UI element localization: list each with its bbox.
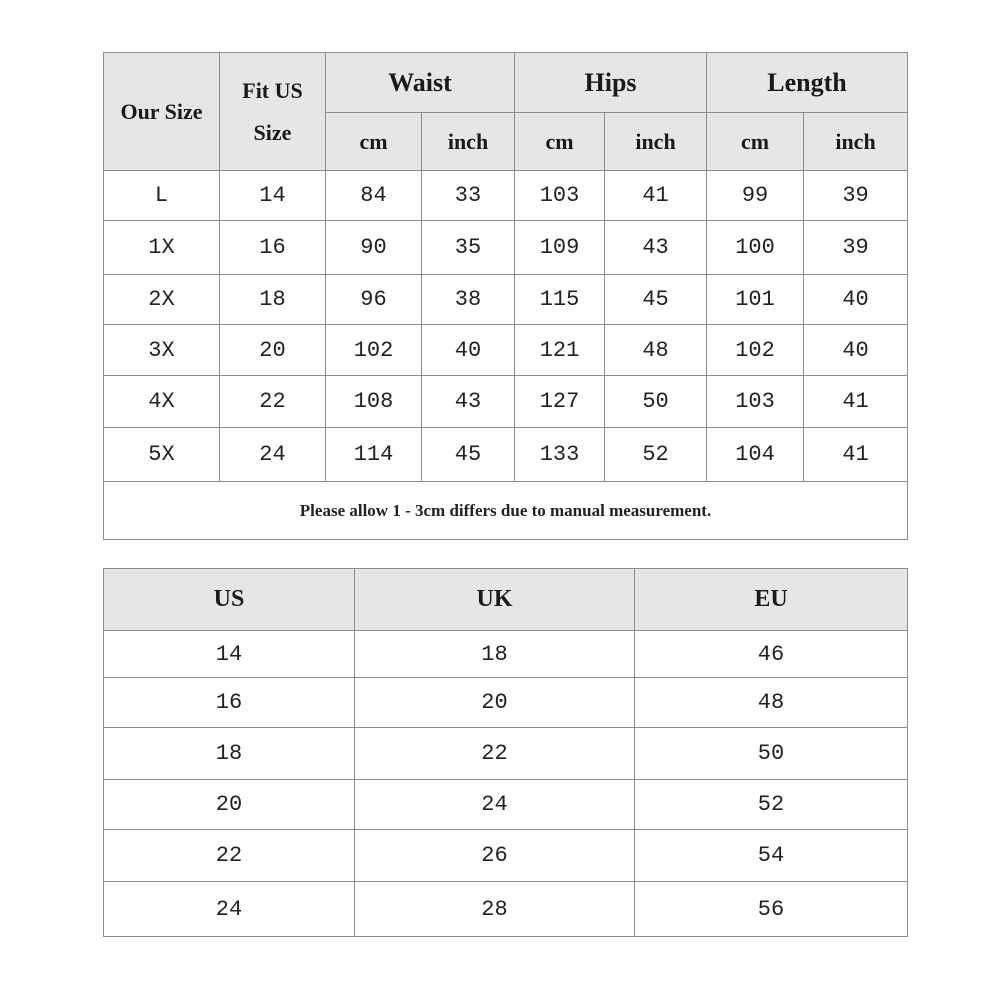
table-cell: 109	[515, 221, 605, 275]
table-cell: 50	[635, 728, 908, 780]
measurement-note: Please allow 1 - 3cm differs due to manual measurement.	[104, 482, 908, 540]
table-row	[104, 171, 908, 221]
table-cell: 52	[635, 780, 908, 830]
unit-header: cm	[326, 113, 422, 171]
conversion-table-body	[104, 631, 908, 937]
table-row	[104, 631, 908, 678]
table-cell: 121	[515, 325, 605, 376]
table-cell: 101	[707, 275, 804, 325]
table-cell: 33	[422, 171, 515, 221]
unit-header: inch	[422, 113, 515, 171]
table-row	[104, 678, 908, 728]
table-cell: 39	[804, 221, 908, 275]
table-cell: 14	[104, 631, 355, 678]
table-cell: 35	[422, 221, 515, 275]
table-cell: 50	[605, 376, 707, 428]
table-row	[104, 830, 908, 882]
table-cell: 16	[104, 678, 355, 728]
header-fit-us-size	[220, 53, 326, 171]
table-cell: 96	[326, 275, 422, 325]
table-row	[104, 325, 908, 376]
table-cell: 41	[804, 376, 908, 428]
table-cell: 54	[635, 830, 908, 882]
table-cell: 40	[804, 325, 908, 376]
table-cell: 24	[220, 428, 326, 482]
unit-header: cm	[515, 113, 605, 171]
header-uk: UK	[355, 569, 635, 631]
table-cell: 41	[605, 171, 707, 221]
table-cell: 133	[515, 428, 605, 482]
table-cell: 24	[104, 882, 355, 937]
table-cell: 20	[104, 780, 355, 830]
table-cell: 20	[220, 325, 326, 376]
table-cell: 103	[707, 376, 804, 428]
table-cell: 14	[220, 171, 326, 221]
table-cell: 1X	[104, 221, 220, 275]
table-cell: 20	[355, 678, 635, 728]
table-cell: 39	[804, 171, 908, 221]
header-fit-us-line1: Fit US	[242, 77, 303, 103]
table-cell: 3X	[104, 325, 220, 376]
header-our-size: Our Size	[104, 53, 220, 171]
unit-header: inch	[605, 113, 707, 171]
table-cell: 100	[707, 221, 804, 275]
table-cell: 103	[515, 171, 605, 221]
table-cell: 127	[515, 376, 605, 428]
table-cell: 43	[605, 221, 707, 275]
table-cell: 56	[635, 882, 908, 937]
table-cell: 16	[220, 221, 326, 275]
table-row	[104, 882, 908, 937]
table-row	[104, 376, 908, 428]
header-waist: Waist	[326, 53, 515, 113]
unit-header: inch	[804, 113, 908, 171]
table-cell: 38	[422, 275, 515, 325]
table-cell: 41	[804, 428, 908, 482]
table-cell: 4X	[104, 376, 220, 428]
table-cell: 22	[220, 376, 326, 428]
header-length: Length	[707, 53, 908, 113]
table-cell: 43	[422, 376, 515, 428]
table-cell: 48	[605, 325, 707, 376]
table-cell: 46	[635, 631, 908, 678]
table-cell: 40	[804, 275, 908, 325]
table-cell: 18	[355, 631, 635, 678]
table-cell: 40	[422, 325, 515, 376]
table-row	[104, 275, 908, 325]
table-cell: L	[104, 171, 220, 221]
unit-header: cm	[707, 113, 804, 171]
table-cell: 26	[355, 830, 635, 882]
table-cell: 22	[104, 830, 355, 882]
table-cell: 114	[326, 428, 422, 482]
table-cell: 18	[220, 275, 326, 325]
table-cell: 104	[707, 428, 804, 482]
header-eu: EU	[635, 569, 908, 631]
table-cell: 18	[104, 728, 355, 780]
table-row	[104, 780, 908, 830]
table-cell: 45	[422, 428, 515, 482]
table-cell: 99	[707, 171, 804, 221]
size-table-body	[104, 171, 908, 482]
table-cell: 24	[355, 780, 635, 830]
table-cell: 22	[355, 728, 635, 780]
table-cell: 45	[605, 275, 707, 325]
table-cell: 5X	[104, 428, 220, 482]
table-cell: 2X	[104, 275, 220, 325]
table-cell: 115	[515, 275, 605, 325]
table-row	[104, 428, 908, 482]
table-cell: 84	[326, 171, 422, 221]
size-conversion-table	[103, 568, 908, 937]
table-cell: 48	[635, 678, 908, 728]
header-hips: Hips	[515, 53, 707, 113]
table-cell: 28	[355, 882, 635, 937]
table-cell: 90	[326, 221, 422, 275]
table-cell: 108	[326, 376, 422, 428]
table-cell: 52	[605, 428, 707, 482]
size-chart-table	[103, 52, 908, 540]
table-cell: 102	[707, 325, 804, 376]
header-fit-us-line2: Size	[253, 119, 292, 145]
header-us: US	[104, 569, 355, 631]
table-row	[104, 728, 908, 780]
table-cell: 102	[326, 325, 422, 376]
table-row	[104, 221, 908, 275]
